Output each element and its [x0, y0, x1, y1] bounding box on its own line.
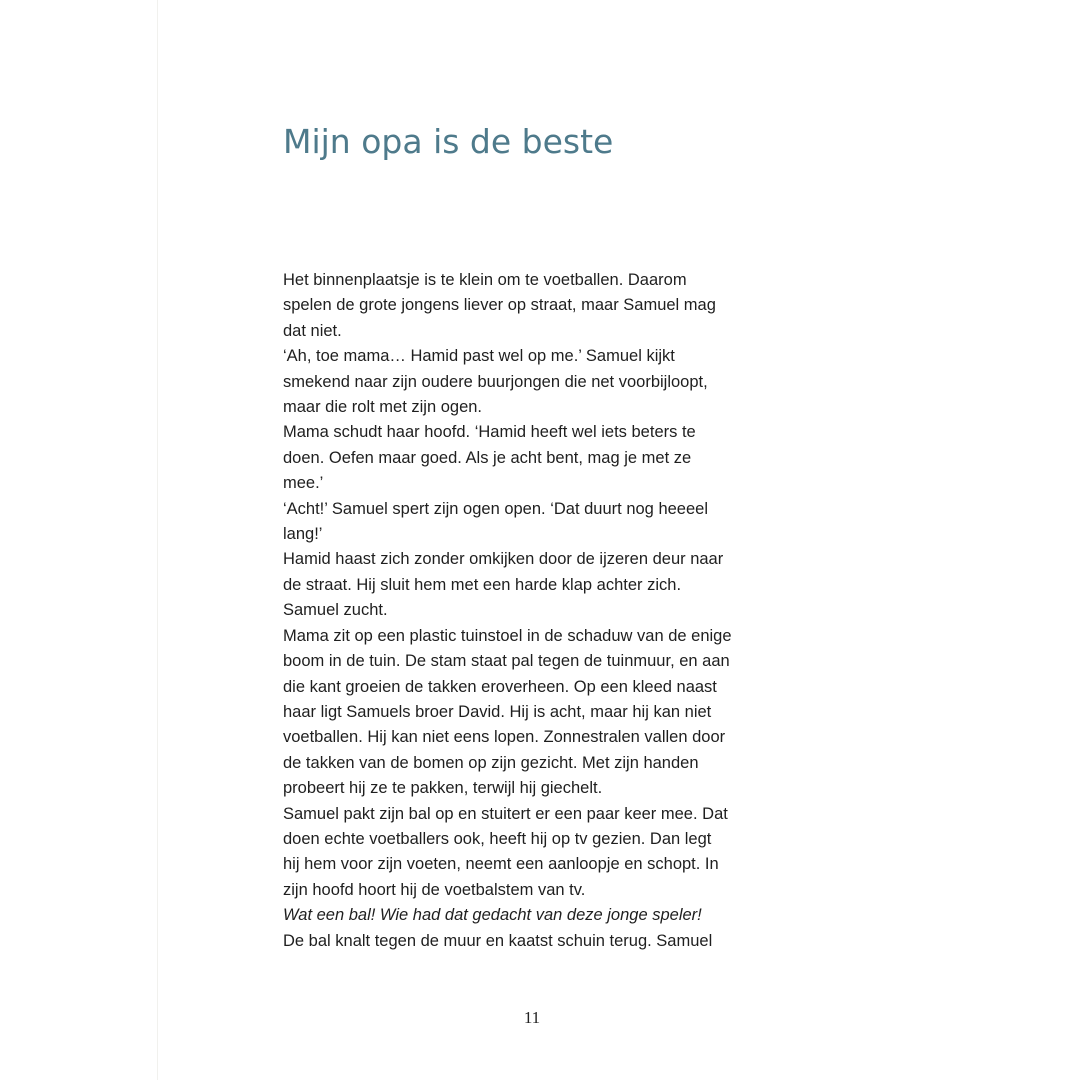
text-line: Het binnenplaatsje is te klein om te voetballen. Daarom: [283, 271, 687, 289]
text-line: boom in de tuin. De stam staat pal tegen de tuinmuur, en aan: [283, 652, 730, 671]
text-line: haar ligt Samuels broer David. Hij is acht, maar hij kan niet: [283, 702, 712, 721]
text-line: die kant groeien de takken eroverheen. Op een kleed naast: [283, 677, 717, 696]
text-line: Samuel pakt zijn bal op en stuitert er een paar keer mee. Dat: [283, 804, 728, 823]
text-line: maar die rolt met zijn ogen.: [283, 398, 483, 417]
text-line: probeert hij ze te pakken, terwijl hij giechelt.: [283, 779, 603, 798]
text-line: zijn hoofd hoort hij de voetbalstem van tv.: [283, 880, 586, 899]
text-line: Hamid haast zich zonder omkijken door de ijzeren deur naar: [283, 550, 724, 569]
page-number: 11: [523, 1008, 541, 1027]
text-line: De bal knalt tegen de muur en kaatst schuin terug. Samuel: [283, 931, 713, 950]
text-line: lang!’: [283, 525, 323, 544]
text-line: doen. Oefen maar goed. Als je acht bent, mag je met ze: [283, 448, 692, 467]
text-line: doen echte voetballers ook, heeft hij op tv gezien. Dan legt: [283, 829, 712, 848]
text-line: voetballen. Hij kan niet eens lopen. Zonnestralen vallen door: [283, 728, 726, 747]
body-text: [283, 268, 803, 954]
text-line: ‘Acht!’ Samuel spert zijn ogen open. ‘Dat duurt nog heeeel: [283, 499, 708, 518]
text-line: hij hem voor zijn voeten, neemt een aanloopje en schopt. In: [283, 855, 719, 874]
text-line: Samuel zucht.: [283, 601, 388, 620]
chapter-title: Mijn opa is de beste: [283, 122, 614, 161]
text-line: mee.’: [283, 474, 324, 493]
text-line: Wat een bal! Wie had dat gedacht van deze jonge speler!: [283, 906, 702, 925]
text-line: ‘Ah, toe mama… Hamid past wel op me.’ Samuel kijkt: [283, 347, 675, 366]
text-line: spelen de grote jongens liever op straat, maar Samuel mag: [283, 296, 716, 315]
text-line: dat niet.: [283, 321, 342, 340]
text-line: smekend naar zijn oudere buurjongen die net voorbijloopt,: [283, 372, 708, 391]
text-line: de straat. Hij sluit hem met een harde klap achter zich.: [283, 575, 682, 594]
text-line: de takken van de bomen op zijn gezicht. Met zijn handen: [283, 753, 699, 772]
text-line: Mama schudt haar hoofd. ‘Hamid heeft wel iets beters te: [283, 423, 696, 442]
text-line: Mama zit op een plastic tuinstoel in de schaduw van de enige: [283, 626, 732, 645]
